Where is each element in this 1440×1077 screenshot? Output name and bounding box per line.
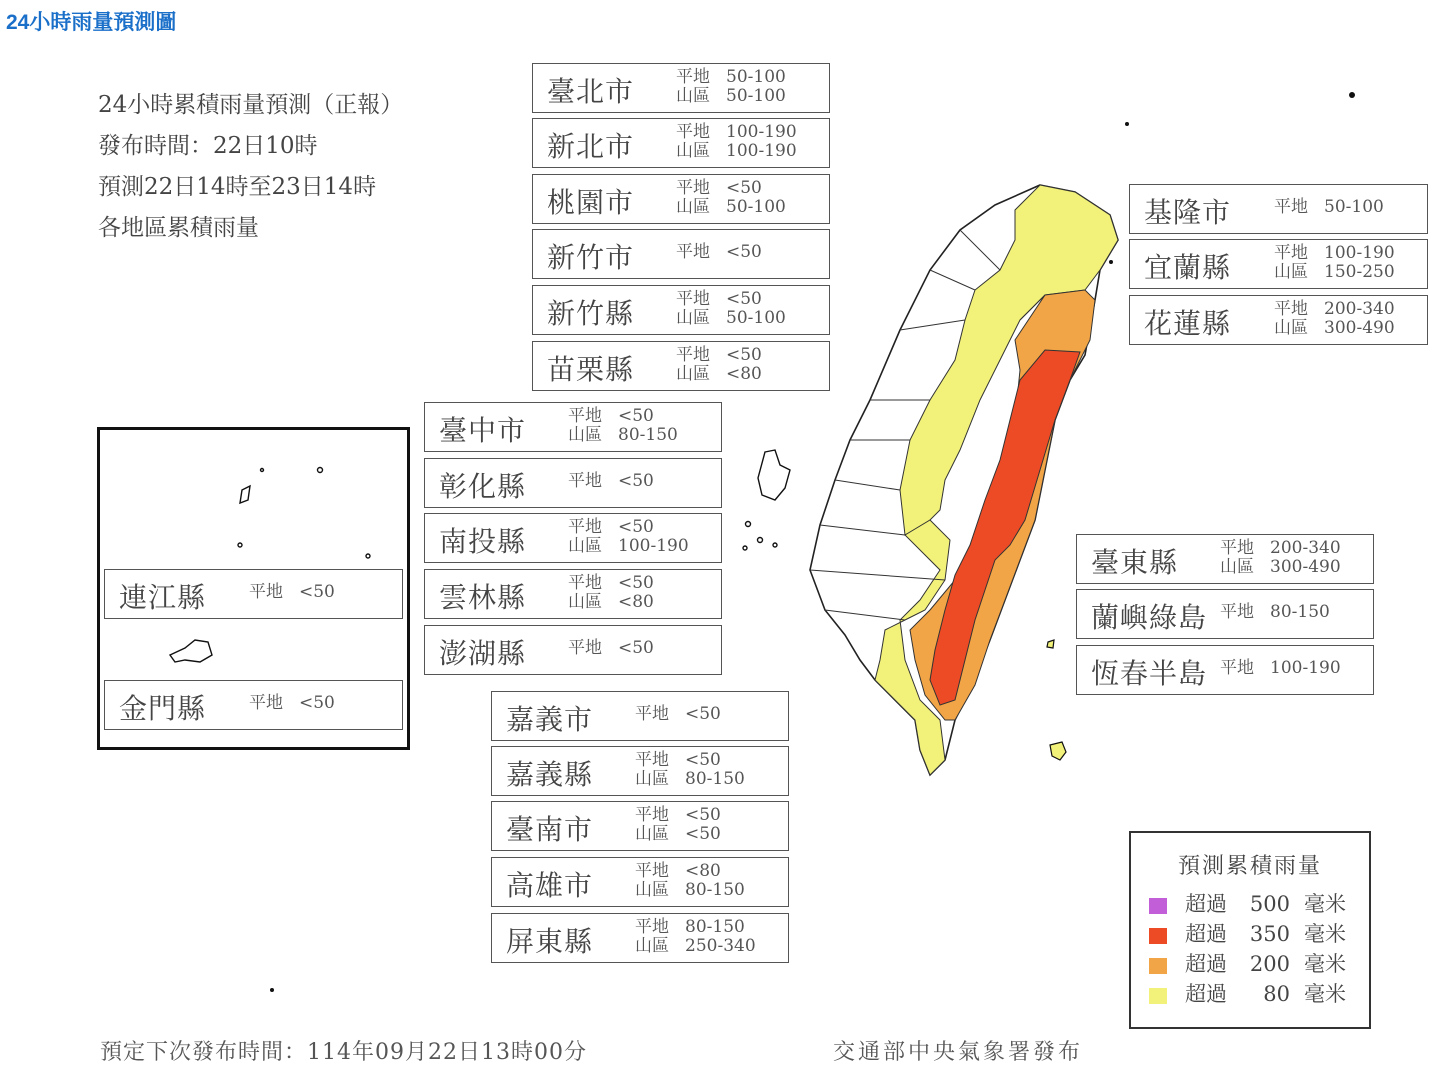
plain-value: 200-340 — [1324, 299, 1395, 319]
region-name: 高雄市 — [506, 869, 594, 902]
plain-label: 平地 — [676, 242, 710, 262]
mountain-label: 山區 — [568, 536, 602, 556]
legend-swatch — [1149, 928, 1167, 944]
legend-title: 預測累積雨量 — [1177, 854, 1322, 879]
legend-swatch — [1149, 958, 1167, 974]
legend-unit: 毫米 — [1304, 922, 1346, 946]
penghu-islands — [743, 450, 790, 550]
region-name: 屏東縣 — [506, 925, 594, 958]
region-name: 新竹市 — [547, 241, 635, 274]
plain-value: <50 — [618, 573, 654, 593]
region-box-taitung — [1076, 534, 1374, 584]
region-box-chiayi-county — [491, 746, 789, 796]
region-box-taichung — [424, 402, 722, 452]
legend-value: 200 — [1249, 952, 1290, 976]
region-name: 宜蘭縣 — [1144, 251, 1232, 284]
mountain-value: 80-150 — [618, 425, 678, 445]
plain-label: 平地 — [568, 406, 602, 426]
plain-label: 平地 — [676, 178, 710, 198]
region-name: 臺東縣 — [1091, 546, 1179, 579]
legend-label: 超過 — [1185, 982, 1227, 1006]
mountain-label: 山區 — [676, 308, 710, 328]
plain-value: 100-190 — [726, 122, 797, 142]
region-box-taipei — [532, 63, 830, 113]
mountain-label: 山區 — [568, 425, 602, 445]
mountain-label: 山區 — [1274, 318, 1308, 338]
plain-label: 平地 — [676, 67, 710, 87]
region-name: 彰化縣 — [439, 470, 527, 503]
region-box-hsinchu-city — [532, 229, 830, 279]
plain-value: <50 — [726, 242, 762, 262]
plain-label: 平地 — [1220, 658, 1254, 678]
plain-label: 平地 — [249, 693, 283, 713]
region-box-hengchun — [1076, 645, 1374, 695]
region-box-nantou — [424, 513, 722, 563]
plain-value: <50 — [299, 693, 335, 713]
mountain-label: 山區 — [635, 824, 669, 844]
mountain-value: 80-150 — [685, 769, 745, 789]
region-box-yilan — [1129, 239, 1428, 289]
region-name: 蘭嶼綠島 — [1091, 601, 1208, 634]
region-box-pingtung — [491, 913, 789, 963]
plain-value: 100-190 — [1270, 658, 1341, 678]
plain-label: 平地 — [568, 573, 602, 593]
plain-value: 100-190 — [1324, 243, 1395, 263]
region-name: 臺中市 — [439, 414, 527, 447]
region-name: 新竹縣 — [547, 297, 635, 330]
region-box-keelung — [1129, 184, 1428, 234]
plain-value: <50 — [618, 517, 654, 537]
mountain-value: 50-100 — [726, 308, 786, 328]
plain-value: 50-100 — [1324, 197, 1384, 217]
legend-item-200 — [1149, 948, 1346, 978]
mountain-value: <80 — [618, 592, 654, 612]
plain-value: <50 — [618, 638, 654, 658]
plain-label: 平地 — [635, 805, 669, 825]
plain-label: 平地 — [676, 122, 710, 142]
region-name: 臺南市 — [506, 813, 594, 846]
rain-legend — [1129, 831, 1371, 1029]
legend-value: 350 — [1249, 922, 1290, 946]
plain-label: 平地 — [1274, 197, 1308, 217]
plain-label: 平地 — [676, 289, 710, 309]
legend-item-80 — [1149, 978, 1346, 1008]
region-box-lienchiang — [104, 569, 403, 619]
mountain-value: <50 — [685, 824, 721, 844]
legend-label: 超過 — [1185, 952, 1227, 976]
legend-item-350 — [1149, 918, 1346, 948]
mountain-label: 山區 — [1274, 262, 1308, 282]
next-release-time: 預定下次發布時間：114年09月22日13時00分 — [100, 1040, 587, 1065]
region-name: 桃園市 — [547, 186, 635, 219]
info-release-time: 發布時間：22日10時 — [98, 133, 318, 159]
mountain-value: <80 — [726, 364, 762, 384]
region-box-hsinchu-county — [532, 285, 830, 335]
legend-value: 500 — [1249, 892, 1290, 916]
plain-label: 平地 — [249, 582, 283, 602]
mountain-value: 300-490 — [1324, 318, 1395, 338]
region-name: 嘉義市 — [506, 703, 594, 736]
mountain-value: 50-100 — [726, 197, 786, 217]
region-box-tainan — [491, 801, 789, 851]
region-box-changhua — [424, 458, 722, 508]
mountain-label: 山區 — [676, 86, 710, 106]
mountain-value: 300-490 — [1270, 557, 1341, 577]
legend-label: 超過 — [1185, 892, 1227, 916]
plain-label: 平地 — [1274, 299, 1308, 319]
legend-unit: 毫米 — [1304, 892, 1346, 916]
region-name: 連江縣 — [119, 581, 207, 614]
legend-swatch — [1149, 988, 1167, 1004]
region-box-new-taipei — [532, 118, 830, 168]
region-name: 花蓮縣 — [1144, 307, 1232, 340]
plain-value: <50 — [685, 750, 721, 770]
legend-item-500 — [1149, 888, 1346, 918]
plain-value: 200-340 — [1270, 538, 1341, 558]
plain-label: 平地 — [1274, 243, 1308, 263]
legend-label: 超過 — [1185, 922, 1227, 946]
mountain-label: 山區 — [635, 880, 669, 900]
region-box-lanyu-lyudao — [1076, 589, 1374, 639]
mountain-value: 80-150 — [685, 880, 745, 900]
plain-value: <50 — [618, 471, 654, 491]
info-forecast-period: 預測22日14時至23日14時 — [98, 174, 377, 200]
region-box-kaohsiung — [491, 857, 789, 907]
mountain-label: 山區 — [568, 592, 602, 612]
legend-unit: 毫米 — [1304, 952, 1346, 976]
region-box-kinmen — [104, 680, 403, 730]
plain-value: 50-100 — [726, 67, 786, 87]
plain-value: <50 — [685, 805, 721, 825]
mountain-label: 山區 — [635, 769, 669, 789]
plain-label: 平地 — [635, 750, 669, 770]
info-subtitle: 各地區累積雨量 — [98, 215, 259, 241]
lanyu-lyudao — [1047, 640, 1066, 760]
plain-value: <50 — [726, 289, 762, 309]
mountain-value: 250-340 — [685, 936, 756, 956]
region-box-yunlin — [424, 569, 722, 619]
info-title: 24小時累積雨量預測（正報） — [98, 92, 404, 118]
mountain-value: 50-100 — [726, 86, 786, 106]
plain-value: <50 — [618, 406, 654, 426]
mountain-label: 山區 — [676, 197, 710, 217]
region-box-chiayi-city — [491, 691, 789, 741]
plain-value: <50 — [299, 582, 335, 602]
region-box-penghu — [424, 625, 722, 675]
plain-label: 平地 — [1220, 538, 1254, 558]
issuer: 交通部中央氣象署發布 — [833, 1040, 1084, 1065]
plain-value: <50 — [685, 704, 721, 724]
region-box-hualien — [1129, 295, 1428, 345]
mountain-value: 100-190 — [726, 141, 797, 161]
plain-value: 80-150 — [685, 917, 745, 937]
region-name: 恆春半島 — [1091, 657, 1208, 690]
region-name: 臺北市 — [547, 75, 635, 108]
region-name: 南投縣 — [439, 525, 527, 558]
plain-label: 平地 — [568, 471, 602, 491]
plain-label: 平地 — [635, 704, 669, 724]
region-name: 苗栗縣 — [547, 353, 635, 386]
region-name: 金門縣 — [119, 692, 207, 725]
page-title: 24小時雨量預測圖 — [6, 11, 177, 34]
region-box-taoyuan — [532, 174, 830, 224]
legend-unit: 毫米 — [1304, 982, 1346, 1006]
region-name: 嘉義縣 — [506, 758, 594, 791]
legend-value: 80 — [1263, 982, 1290, 1006]
mountain-value: 150-250 — [1324, 262, 1395, 282]
plain-label: 平地 — [676, 345, 710, 365]
plain-value: <50 — [726, 345, 762, 365]
plain-value: 80-150 — [1270, 602, 1330, 622]
plain-label: 平地 — [568, 517, 602, 537]
legend-swatch — [1149, 898, 1167, 914]
plain-label: 平地 — [1220, 602, 1254, 622]
region-name: 新北市 — [547, 130, 635, 163]
region-box-miaoli — [532, 341, 830, 391]
plain-value: <50 — [726, 178, 762, 198]
mountain-label: 山區 — [676, 364, 710, 384]
mountain-value: 100-190 — [618, 536, 689, 556]
region-name: 基隆市 — [1144, 196, 1232, 229]
plain-label: 平地 — [568, 638, 602, 658]
mountain-label: 山區 — [635, 936, 669, 956]
plain-label: 平地 — [635, 861, 669, 881]
region-name: 澎湖縣 — [439, 637, 527, 670]
plain-value: <80 — [685, 861, 721, 881]
region-name: 雲林縣 — [439, 581, 527, 614]
mountain-label: 山區 — [676, 141, 710, 161]
mountain-label: 山區 — [1220, 557, 1254, 577]
plain-label: 平地 — [635, 917, 669, 937]
